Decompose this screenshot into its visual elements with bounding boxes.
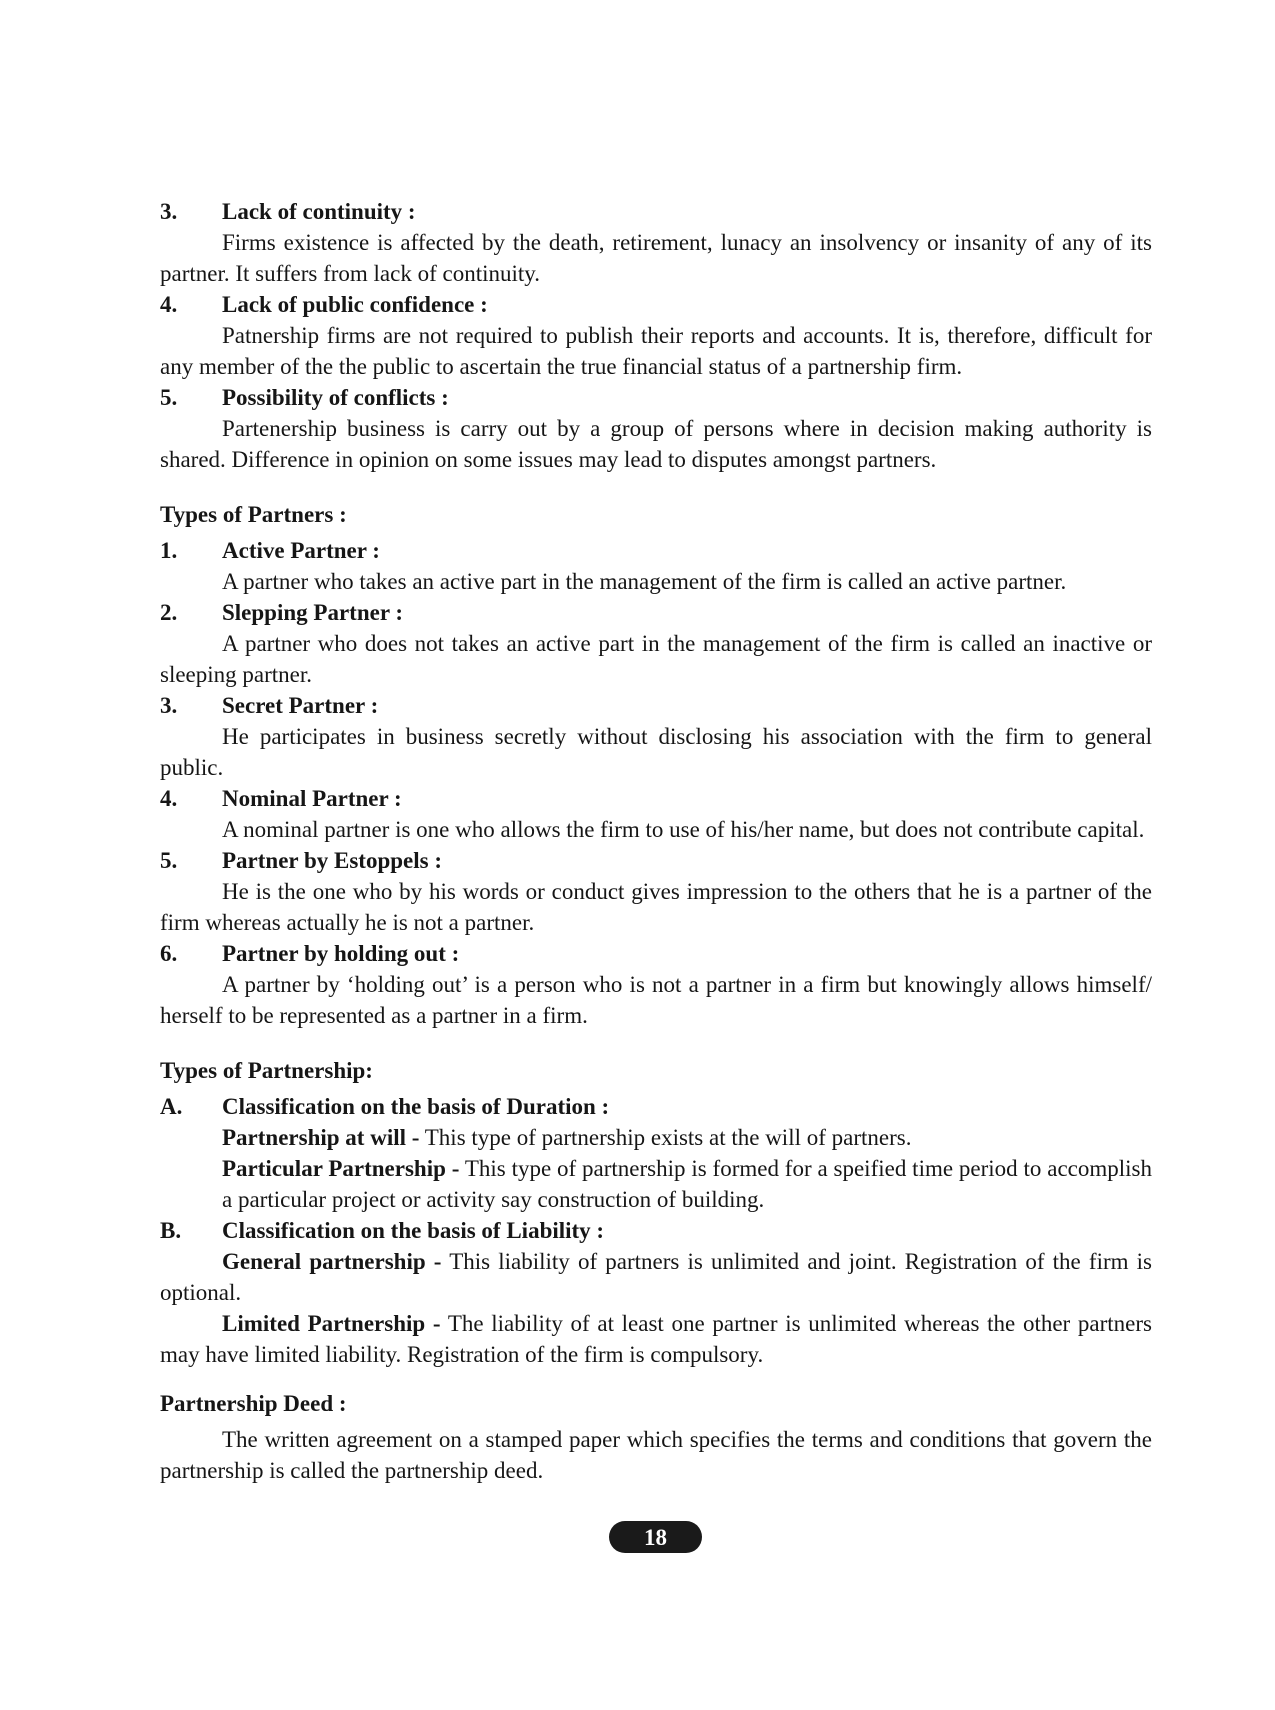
entry-body: The liability of at least one partner is unlimited whereas the other partners may have limited liability. Registration of the firm is compulsory. [160,1311,1152,1367]
item-paragraph: Partenership business is carry out by a group of persons where in decision making authority is shared. Difference in opinion on some issues may lead to disputes amongst partners. [160,416,1152,472]
item-title: Classification on the basis of Duration : [222,1094,610,1119]
numbered-heading [160,690,1152,721]
lettered-heading [160,1215,1152,1246]
item-title: Nominal Partner : [222,786,402,811]
entry-body: This type of partnership is formed for a speified time period to accomplish a particular project or activity say construction of building. [222,1156,1152,1212]
numbered-heading [160,845,1152,876]
item-paragraph: He is the one who by his words or conduct gives impression to the others that he is a partner of the firm whereas actually he is not a partner. [160,879,1152,935]
item-number: 1. [160,538,178,563]
item-title: Partner by Estoppels : [222,848,442,873]
entry-body: This type of partnership exists at the will of partners. [424,1125,912,1150]
section-heading-types-of-partners: Types of Partners : [160,502,347,527]
item-number: 5. [160,848,178,873]
page-number-badge [609,1521,702,1553]
item-number: 6. [160,941,178,966]
item-letter: B. [160,1218,182,1243]
partnership-type-entry [222,1153,1152,1215]
item-title: Partner by holding out : [222,941,460,966]
types-of-partnership-list [160,1091,1152,1370]
numbered-heading [160,783,1152,814]
item-title: Possibility of conflicts : [222,385,449,410]
numbered-heading [160,597,1152,628]
section-heading-types-of-partnership: Types of Partnership: [160,1058,373,1083]
item-number: 5. [160,385,178,410]
item-number: 3. [160,693,178,718]
disadvantages-list [160,196,1152,475]
item-paragraph: A partner who does not takes an active part in the management of the firm is called an inactive or sleeping partner. [160,631,1152,687]
item-paragraph: Patnership firms are not required to publish their reports and accounts. It is, therefore, difficult for any member of the the public to ascertain the true financial status of a partnership firm. [160,323,1152,379]
item-title: Secret Partner : [222,693,379,718]
partnership-type-entry [160,1308,1152,1370]
item-letter: A. [160,1094,183,1119]
page-content [160,196,1152,1486]
item-paragraph: A nominal partner is one who allows the firm to use of his/her name, but does not contribute capital. [222,817,1145,842]
item-title: Lack of public confidence : [222,292,488,317]
section-heading-partnership-deed: Partnership Deed : [160,1391,347,1416]
entry-body: This liability of partners is unlimited and joint. Registration of the firm is optional. [160,1249,1152,1305]
entry-lead: Particular Partnership - [222,1156,460,1181]
item-title: Lack of continuity : [222,199,416,224]
numbered-heading [160,289,1152,320]
numbered-heading [160,938,1152,969]
item-paragraph: Firms existence is affected by the death, retirement, lunacy an insolvency or insanity of any of its partner. It suffers from lack of continuity. [160,230,1152,286]
page-number: 18 [644,1524,667,1550]
numbered-heading [160,535,1152,566]
item-number: 3. [160,199,178,224]
item-number: 2. [160,600,178,625]
item-title: Active Partner : [222,538,380,563]
item-title: Slepping Partner : [222,600,404,625]
partnership-type-entry [160,1246,1152,1308]
item-paragraph: A partner who takes an active part in the management of the firm is called an active partner. [222,569,1067,594]
partnership-type-entry [222,1122,1152,1153]
item-paragraph: A partner by ‘holding out’ is a person who is not a partner in a firm but knowingly allows himself/ herself to be represented as a partner in a firm. [160,972,1152,1028]
numbered-heading [160,382,1152,413]
partnership-deed-paragraph: The written agreement on a stamped paper which specifies the terms and conditions that govern the partnership is called the partnership deed. [160,1427,1152,1483]
item-paragraph: He participates in business secretly without disclosing his association with the firm to general public. [160,724,1152,780]
item-number: 4. [160,786,178,811]
lettered-heading [160,1091,1152,1122]
numbered-heading [160,196,1152,227]
entry-lead: General partnership - [222,1249,442,1274]
entry-lead: Limited Partnership - [222,1311,441,1336]
types-of-partners-list [160,535,1152,1031]
item-number: 4. [160,292,178,317]
entry-lead: Partnership at will - [222,1125,420,1150]
item-title: Classification on the basis of Liability : [222,1218,605,1243]
